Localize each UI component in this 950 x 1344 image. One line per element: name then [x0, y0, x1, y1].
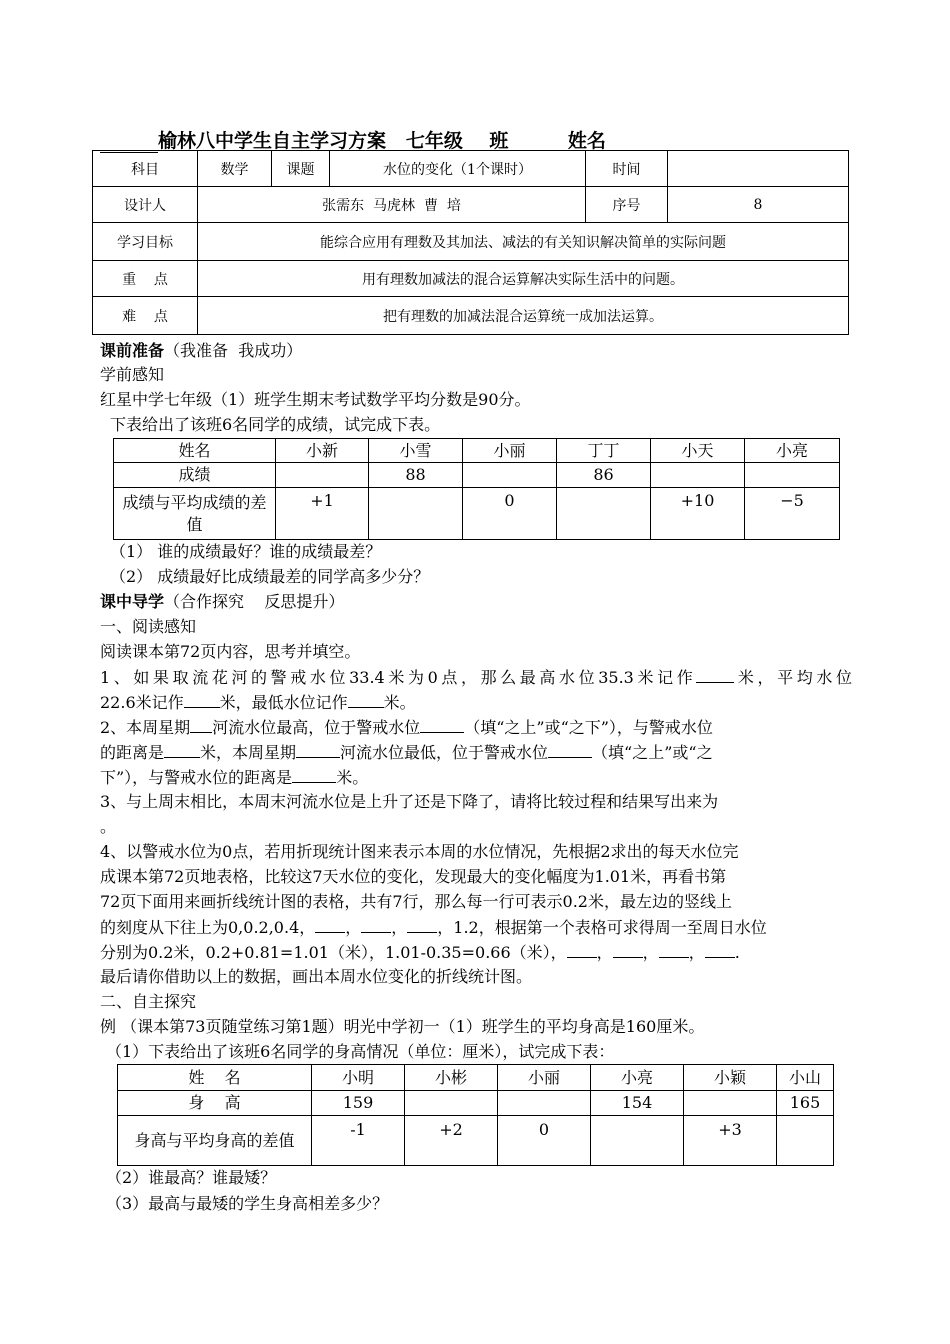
height-header-name: 姓 名 [118, 1065, 312, 1091]
time-label: 时间 [586, 151, 668, 187]
height-header: 小丽 [498, 1065, 591, 1091]
score-row-label: 成绩 [114, 463, 276, 488]
problem4-line2: 成课本第72页地表格，比较这7天水位的变化，发现最大的变化幅度为1.01米，再看书第 [100, 867, 727, 886]
answer-blank[interactable] [567, 941, 597, 958]
score-header-name: 姓名 [114, 439, 276, 463]
problem4-line4 [100, 916, 767, 939]
in-class-heading-rest: （合作探究 反思提升） [164, 592, 345, 611]
section2-heading: 二、自主探究 [100, 992, 197, 1011]
score-diff-cell: +10 [651, 488, 745, 540]
answer-blank[interactable] [164, 741, 200, 758]
problem2-text: 的距离是 [100, 743, 165, 762]
pre-class-heading [100, 340, 302, 362]
problem4-text: ， [642, 943, 659, 962]
problem2-text: 2、本周星期 [100, 718, 191, 737]
problem2-line3 [100, 766, 368, 789]
score-header: 小丽 [463, 439, 557, 463]
in-class-heading [100, 591, 344, 613]
seq-value: 8 [668, 187, 849, 223]
difficulty-value: 把有理数的加减法混合运算统一成加法运算。 [198, 297, 849, 335]
problem1-text: 1、如果取流花河的警戒水位33.4米为0点，那么最高水位35.3米记作 [100, 668, 697, 687]
score-cell: 86 [557, 463, 651, 488]
height-cell [684, 1091, 777, 1116]
subject-value: 数学 [198, 151, 272, 187]
answer-blank[interactable] [292, 766, 336, 783]
height-cell [498, 1091, 591, 1116]
answer-blank[interactable] [361, 916, 391, 933]
answer-blank[interactable] [659, 941, 689, 958]
problem1-text: 米，最低水位记作 [219, 693, 348, 712]
score-diff-cell [369, 488, 463, 540]
height-diff-cell [591, 1116, 684, 1166]
problem4-text: . [734, 943, 740, 962]
section1-heading: 一、阅读感知 [100, 617, 197, 636]
height-diff-cell: -1 [312, 1116, 405, 1166]
problem2-text: 河流水位最高，位于警戒水位 [212, 718, 421, 737]
example-text: 例 （课本第73页随堂练习第1题）明光中学初一（1）班学生的平均身高是160厘米。 [100, 1017, 705, 1036]
score-diff-cell: −5 [745, 488, 840, 540]
problem1-text: 22.6米记作 [100, 693, 184, 712]
problem4-text: ， [688, 943, 705, 962]
score-diff-cell [557, 488, 651, 540]
topic-value: 水位的变化（1个课时） [330, 151, 586, 187]
time-value [668, 151, 849, 187]
answer-blank[interactable] [705, 941, 735, 958]
problem1-line1 [100, 666, 852, 689]
problem4-text: ， [391, 918, 408, 937]
grade: 七年级 [405, 130, 463, 152]
pre-class-q2: （2） 成绩最好比成绩最差的同学高多少分？ [110, 567, 430, 586]
answer-blank[interactable] [296, 741, 340, 758]
key-label: 重 点 [93, 261, 198, 297]
height-cell: 154 [591, 1091, 684, 1116]
height-diff-label: 身高与平均身高的差值 [118, 1116, 312, 1166]
height-header: 小颖 [684, 1065, 777, 1091]
answer-blank[interactable] [184, 691, 220, 708]
pre-class-line1: 红星中学七年级（1）班学生期末考试数学平均分数是90分。 [100, 390, 531, 409]
class-label: 班 [489, 130, 509, 152]
height-cell: 165 [777, 1091, 834, 1116]
pre-class-subheading: 学前感知 [100, 365, 165, 384]
answer-blank[interactable] [407, 916, 437, 933]
score-header: 小雪 [369, 439, 463, 463]
problem4-line5 [100, 941, 740, 964]
designer-label: 设计人 [93, 187, 198, 223]
goal-value: 能综合应用有理数及其加法、减法的有关知识解决简单的实际问题 [198, 223, 849, 261]
answer-blank[interactable] [190, 716, 212, 733]
score-diff-label: 成绩与平均成绩的差值 [114, 488, 276, 540]
height-diff-cell [777, 1116, 834, 1166]
problem1-line2 [100, 691, 416, 714]
goal-label: 学习目标 [93, 223, 198, 261]
score-header: 丁丁 [557, 439, 651, 463]
score-diff-cell: 0 [463, 488, 557, 540]
name-label: 姓名 [567, 130, 606, 152]
problem4-line3: 72页下面用来画折线统计图的表格，共有7行，那么每一行可表示0.2米，最左边的竖线上 [100, 892, 732, 911]
example-q1: （1）下表给出了该班6名同学的身高情况（单位：厘米），试完成下表： [106, 1042, 615, 1061]
score-table [113, 438, 840, 540]
height-header: 小亮 [591, 1065, 684, 1091]
pre-class-heading-rest: （我准备 我成功） [164, 341, 303, 360]
problem2-text: （填“之上”或“之 [592, 743, 713, 762]
height-cell: 159 [312, 1091, 405, 1116]
section1-intro: 阅读课本第72页内容，思考并填空。 [100, 642, 361, 661]
height-diff-cell: +3 [684, 1116, 777, 1166]
problem2-text: 米。 [336, 768, 369, 787]
difficulty-label: 难 点 [93, 297, 198, 335]
height-diff-cell: +2 [405, 1116, 498, 1166]
problem4-text: ， [596, 943, 613, 962]
problem2-line1 [100, 716, 713, 739]
problem2-text: 下”），与警戒水位的距离是 [100, 768, 293, 787]
answer-blank[interactable] [696, 666, 734, 683]
problem4-text: 的刻度从下往上为0,0.2,0.4， [100, 918, 316, 937]
height-row-label: 身 高 [118, 1091, 312, 1116]
problem4-text: ，1.2，根据第一个表格可求得周一至周日水位 [437, 918, 767, 937]
pre-class-q1: （1） 谁的成绩最好？谁的成绩最差？ [110, 542, 382, 561]
height-header: 小山 [777, 1065, 834, 1091]
score-diff-cell: +1 [276, 488, 369, 540]
score-cell: 88 [369, 463, 463, 488]
problem3-line1: 3、与上周末相比，本周末河流水位是上升了还是下降了，请将比较过程和结果写出来为 [100, 792, 719, 811]
score-cell [276, 463, 369, 488]
problem4-line6: 最后请你借助以上的数据，画出本周水位变化的折线统计图。 [100, 967, 533, 986]
info-table [92, 150, 849, 335]
in-class-heading-bold: 课中导学 [100, 592, 165, 611]
pre-class-line2: 下表给出了该班6名同学的成绩，试完成下表。 [110, 415, 441, 434]
problem2-text: 米，本周星期 [200, 743, 297, 762]
seq-label: 序号 [586, 187, 668, 223]
problem1-text: 米。 [383, 693, 416, 712]
problem2-line2 [100, 741, 713, 764]
height-table [117, 1064, 834, 1166]
problem4-text: 分别为0.2米，0.2+0.81=1.01（米），1.01-0.35=0.66（米）， [100, 943, 567, 962]
answer-blank[interactable] [548, 741, 592, 758]
subject-label: 科目 [93, 151, 198, 187]
pre-class-heading-bold: 课前准备 [100, 341, 165, 360]
score-cell [745, 463, 840, 488]
height-header: 小明 [312, 1065, 405, 1091]
problem4-text: ， [345, 918, 362, 937]
key-value: 用有理数加减法的混合运算解决实际生活中的问题。 [198, 261, 849, 297]
problem1-text: 米，平均水位 [734, 668, 852, 687]
score-header: 小天 [651, 439, 745, 463]
height-cell [405, 1091, 498, 1116]
answer-blank[interactable] [420, 716, 464, 733]
school-title: 榆林八中学生自主学习方案 [158, 130, 387, 152]
example-q2: （2）谁最高？谁最矮？ [106, 1168, 277, 1187]
designer-value: 张需东 马虎林 曹 培 [198, 187, 586, 223]
page-title [100, 126, 606, 153]
problem3-line2: 。 [100, 817, 117, 836]
score-header: 小新 [276, 439, 369, 463]
height-header: 小彬 [405, 1065, 498, 1091]
topic-label: 课题 [272, 151, 330, 187]
answer-blank[interactable] [315, 916, 345, 933]
example-q3: （3）最高与最矮的学生身高相差多少？ [106, 1194, 389, 1213]
answer-blank[interactable] [348, 691, 384, 708]
problem2-text: （填“之上”或“之下”），与警戒水位 [464, 718, 713, 737]
problem2-text: 河流水位最低，位于警戒水位 [340, 743, 549, 762]
score-cell [651, 463, 745, 488]
answer-blank[interactable] [613, 941, 643, 958]
score-header: 小亮 [745, 439, 840, 463]
height-diff-cell: 0 [498, 1116, 591, 1166]
problem4-line1: 4、以警戒水位为0点，若用折现统计图来表示本周的水位情况，先根据2求出的每天水位完 [100, 842, 739, 861]
score-cell [463, 463, 557, 488]
